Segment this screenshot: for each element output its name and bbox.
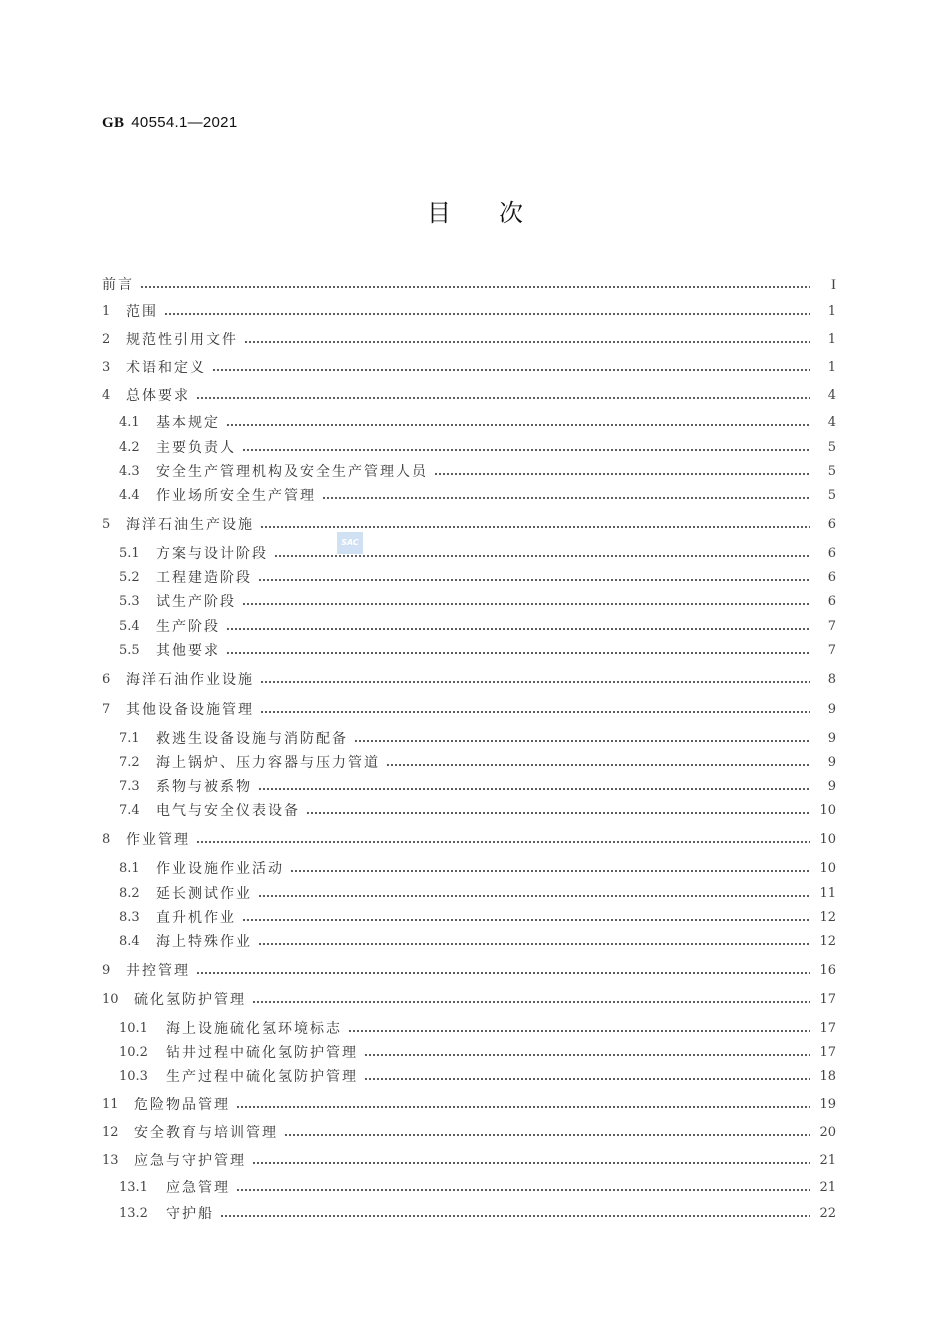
dot-leader — [364, 1043, 810, 1063]
dot-leader — [274, 544, 810, 564]
toc-entry-page: I — [831, 277, 836, 293]
dot-leader — [290, 859, 810, 879]
toc-entry-label: 直升机作业 — [156, 910, 236, 926]
sac-watermark-logo: SAC — [337, 532, 363, 554]
toc-entry[interactable] — [119, 1067, 836, 1087]
toc-entry-number: 6 — [102, 672, 111, 687]
toc-entry-number: 12 — [102, 1125, 119, 1140]
toc-entry[interactable] — [102, 1151, 836, 1171]
toc-entry-number: 10.2 — [119, 1045, 148, 1060]
toc-entry-page: 5 — [827, 464, 836, 479]
toc-entry-page: 7 — [827, 643, 836, 658]
toc-entry-number: 8.4 — [119, 934, 140, 949]
toc-entry-page: 21 — [819, 1180, 836, 1195]
toc-entry[interactable] — [119, 1178, 836, 1198]
toc-entry-label: 应急与守护管理 — [134, 1153, 246, 1169]
dot-leader — [236, 1095, 810, 1115]
toc-entry[interactable] — [119, 729, 836, 749]
dot-leader — [252, 990, 810, 1010]
toc-entry-page: 9 — [827, 755, 836, 770]
toc-entry-page: 20 — [819, 1125, 836, 1140]
dot-leader — [386, 753, 810, 773]
toc-entry-page: 1 — [827, 332, 836, 347]
toc-entry-label: 安全教育与培训管理 — [134, 1125, 278, 1141]
toc-entry-label: 作业管理 — [126, 832, 190, 848]
toc-entry-page: 5 — [827, 488, 836, 503]
toc-entry-label: 钻井过程中硫化氢防护管理 — [166, 1045, 358, 1061]
dot-leader — [364, 1067, 810, 1087]
dot-leader — [140, 275, 810, 295]
toc-entry-label: 系物与被系物 — [156, 779, 252, 795]
dot-leader — [434, 462, 810, 482]
toc-entry-number: 11 — [102, 1097, 119, 1112]
toc-entry[interactable] — [119, 1019, 836, 1039]
toc-entry-number: 7 — [102, 702, 111, 717]
toc-entry-label: 救逃生设备设施与消防配备 — [156, 731, 348, 747]
dot-leader — [260, 515, 810, 535]
toc-entry-number: 5.2 — [119, 570, 140, 585]
toc-entry-page: 6 — [827, 517, 836, 532]
dot-leader — [196, 961, 810, 981]
title-char-2: 次 — [499, 199, 523, 227]
toc-entry-page: 7 — [827, 619, 836, 634]
toc-entry-label: 井控管理 — [126, 963, 190, 979]
standard-code — [102, 114, 237, 132]
toc-entry-label: 生产过程中硫化氢防护管理 — [166, 1069, 358, 1085]
toc-entry[interactable] — [119, 777, 836, 797]
toc-entry[interactable] — [102, 670, 836, 690]
dot-leader — [164, 302, 810, 322]
toc-entry-page: 17 — [819, 1021, 836, 1036]
toc-entry-page: 12 — [819, 910, 836, 925]
dot-leader — [242, 592, 810, 612]
toc-entry-number: 7.3 — [119, 779, 140, 794]
toc-entry[interactable] — [119, 617, 836, 637]
toc-entry[interactable] — [119, 438, 836, 458]
toc-entry-page: 8 — [827, 672, 836, 687]
toc-entry-number: 8.2 — [119, 886, 140, 901]
toc-entry[interactable] — [102, 275, 836, 295]
toc-entry-page: 21 — [819, 1153, 836, 1168]
dot-leader — [258, 568, 810, 588]
toc-entry-label: 作业场所安全生产管理 — [156, 488, 316, 504]
toc-entry-label: 术语和定义 — [126, 360, 206, 376]
dot-leader — [284, 1123, 810, 1143]
dot-leader — [252, 1151, 810, 1171]
toc-entry-page: 11 — [819, 886, 836, 901]
toc-entry[interactable] — [119, 932, 836, 952]
dot-leader — [306, 801, 810, 821]
toc-entry-page: 16 — [819, 963, 836, 978]
toc-entry-label: 守护船 — [166, 1206, 214, 1222]
dot-leader — [226, 413, 810, 433]
toc-entry-page: 4 — [827, 388, 836, 403]
toc-entry-page: 5 — [827, 440, 836, 455]
dot-leader — [258, 884, 810, 904]
toc-entry[interactable] — [102, 358, 836, 378]
toc-entry-number: 5.4 — [119, 619, 140, 634]
toc-entry-number: 5.3 — [119, 594, 140, 609]
toc-entry-number: 8 — [102, 832, 111, 847]
dot-leader — [354, 729, 810, 749]
page-title — [0, 193, 950, 228]
toc-entry[interactable] — [102, 1095, 836, 1115]
toc-entry[interactable] — [119, 1043, 836, 1063]
toc-entry-number: 13.2 — [119, 1206, 148, 1221]
toc-entry-page: 9 — [827, 779, 836, 794]
dot-leader — [258, 777, 810, 797]
toc-entry-page: 17 — [819, 992, 836, 1007]
dot-leader — [242, 908, 810, 928]
toc-entry[interactable] — [119, 884, 836, 904]
toc-entry-page: 1 — [827, 360, 836, 375]
toc-entry-number: 4 — [102, 388, 111, 403]
toc-entry-number: 10.3 — [119, 1069, 148, 1084]
toc-entry-number: 5.1 — [119, 546, 140, 561]
toc-entry-label: 其他要求 — [156, 643, 220, 659]
toc-entry-page: 6 — [827, 546, 836, 561]
toc-entry[interactable] — [102, 990, 836, 1010]
dot-leader — [244, 330, 810, 350]
toc-entry-label: 海洋石油生产设施 — [126, 517, 254, 533]
toc-entry-number: 1 — [102, 304, 111, 319]
toc-entry[interactable] — [102, 700, 836, 720]
dot-leader — [226, 641, 810, 661]
toc-entry[interactable] — [119, 462, 836, 482]
dot-leader — [348, 1019, 810, 1039]
toc-entry-number: 7.2 — [119, 755, 140, 770]
toc-entry[interactable] — [119, 859, 836, 879]
toc-entry-label: 工程建造阶段 — [156, 570, 252, 586]
toc-entry-label: 延长测试作业 — [156, 886, 252, 902]
toc-entry-page: 17 — [819, 1045, 836, 1060]
toc-entry-page: 18 — [819, 1069, 836, 1084]
toc-entry-label: 海洋石油作业设施 — [126, 672, 254, 688]
toc-entry[interactable] — [102, 515, 836, 535]
toc-entry[interactable] — [102, 386, 836, 406]
toc-entry-label: 海上设施硫化氢环境标志 — [166, 1021, 342, 1037]
toc-entry-number: 13 — [102, 1153, 119, 1168]
toc-entry[interactable] — [119, 413, 836, 433]
toc-entry-number: 13.1 — [119, 1180, 148, 1195]
toc-entry-label: 硫化氢防护管理 — [134, 992, 246, 1008]
toc-entry[interactable] — [119, 592, 836, 612]
toc-entry[interactable] — [119, 486, 836, 506]
title-char-1: 目 — [427, 199, 451, 227]
toc-entry-label: 应急管理 — [166, 1180, 230, 1196]
dot-leader — [260, 700, 810, 720]
toc-entry-number: 7.1 — [119, 731, 140, 746]
dot-leader — [220, 1204, 810, 1224]
toc-entry[interactable] — [102, 330, 836, 350]
toc-entry-number: 4.1 — [119, 415, 140, 430]
dot-leader — [322, 486, 810, 506]
toc-entry-label: 主要负责人 — [156, 440, 236, 456]
toc-entry[interactable] — [119, 544, 836, 564]
toc-entry[interactable] — [119, 908, 836, 928]
standard-prefix: GB — [102, 115, 125, 131]
toc-entry-page: 19 — [819, 1097, 836, 1112]
toc-entry-label: 作业设施作业活动 — [156, 861, 284, 877]
toc-entry[interactable] — [119, 753, 836, 773]
toc-entry-number: 7.4 — [119, 803, 140, 818]
dot-leader — [260, 670, 810, 690]
toc-entry-page: 9 — [827, 702, 836, 717]
toc-entry-label: 安全生产管理机构及安全生产管理人员 — [156, 464, 428, 480]
toc-entry-page: 6 — [827, 570, 836, 585]
toc-entry[interactable] — [102, 1123, 836, 1143]
toc-entry-page: 4 — [827, 415, 836, 430]
toc-entry-label: 海上锅炉、压力容器与压力管道 — [156, 755, 380, 771]
toc-entry-page: 12 — [819, 934, 836, 949]
dot-leader — [196, 386, 810, 406]
toc-entry-number: 10.1 — [119, 1021, 148, 1036]
toc-entry-number: 3 — [102, 360, 111, 375]
dot-leader — [196, 830, 810, 850]
toc-entry-number: 5.5 — [119, 643, 140, 658]
toc-entry[interactable] — [119, 641, 836, 661]
toc-entry-label: 基本规定 — [156, 415, 220, 431]
toc-entry-number: 8.3 — [119, 910, 140, 925]
toc-entry-label: 前言 — [102, 277, 134, 293]
toc-entry[interactable] — [119, 801, 836, 821]
toc-entry-number: 4.4 — [119, 488, 140, 503]
toc-entry-page: 10 — [819, 832, 836, 847]
toc-entry-number: 10 — [102, 992, 119, 1007]
toc-entry-page: 10 — [819, 803, 836, 818]
toc-entry-number: 9 — [102, 963, 111, 978]
toc-entry-number: 2 — [102, 332, 111, 347]
toc-entry-label: 试生产阶段 — [156, 594, 236, 610]
toc-entry-label: 其他设备设施管理 — [126, 702, 254, 718]
dot-leader — [236, 1178, 810, 1198]
toc-entry-number: 8.1 — [119, 861, 140, 876]
toc-entry-label: 生产阶段 — [156, 619, 220, 635]
toc-entry-label: 危险物品管理 — [134, 1097, 230, 1113]
dot-leader — [242, 438, 810, 458]
toc-entry-label: 方案与设计阶段 — [156, 546, 268, 562]
toc-entry-label: 海上特殊作业 — [156, 934, 252, 950]
standard-number: 40554.1—2021 — [131, 114, 238, 131]
toc-entry-page: 9 — [827, 731, 836, 746]
toc-entry[interactable] — [119, 568, 836, 588]
toc-entry-number: 4.2 — [119, 440, 140, 455]
toc-entry[interactable] — [102, 302, 836, 322]
toc-entry[interactable] — [119, 1204, 836, 1224]
dot-leader — [226, 617, 810, 637]
toc-entry-page: 22 — [819, 1206, 836, 1221]
toc-entry[interactable] — [102, 961, 836, 981]
toc-entry-label: 范围 — [126, 304, 158, 320]
toc-entry-page: 10 — [819, 861, 836, 876]
toc-entry-label: 电气与安全仪表设备 — [156, 803, 300, 819]
toc-entry-number: 4.3 — [119, 464, 140, 479]
toc-entry[interactable] — [102, 830, 836, 850]
toc-entry-page: 6 — [827, 594, 836, 609]
toc-entry-label: 规范性引用文件 — [126, 332, 238, 348]
toc-entry-page: 1 — [827, 304, 836, 319]
toc-entry-label: 总体要求 — [126, 388, 190, 404]
toc-entry-number: 5 — [102, 517, 111, 532]
dot-leader — [258, 932, 810, 952]
dot-leader — [212, 358, 810, 378]
